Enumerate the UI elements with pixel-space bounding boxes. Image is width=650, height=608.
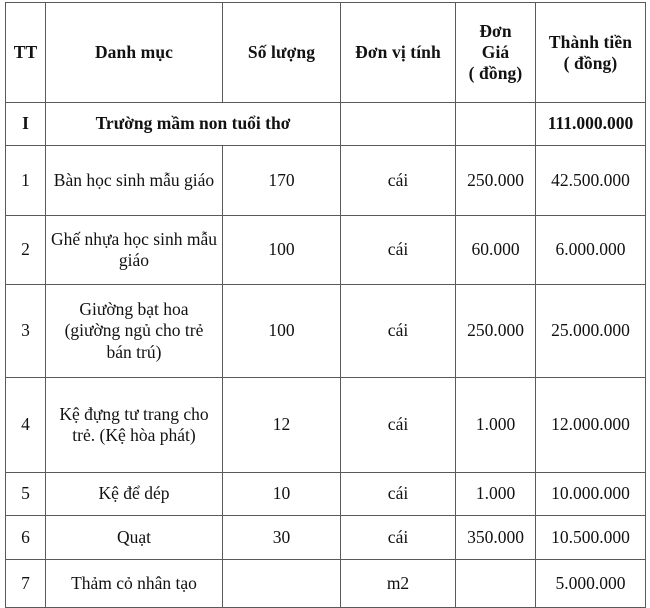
table-row — [6, 560, 646, 608]
row-tt: 3 — [6, 285, 46, 378]
row-unit: cái — [341, 473, 456, 516]
table-row — [6, 216, 646, 285]
section-row-unit-price — [456, 103, 536, 146]
row-unit-price: 1.000 — [456, 378, 536, 473]
row-quantity: 30 — [223, 516, 341, 560]
row-tt: 5 — [6, 473, 46, 516]
column-header-tt: TT — [6, 3, 46, 103]
row-total: 10.500.000 — [536, 516, 646, 560]
row-unit-price: 350.000 — [456, 516, 536, 560]
row-unit: cái — [341, 285, 456, 378]
row-name: Kệ đựng tư trang cho trẻ. (Kệ hòa phát) — [46, 378, 223, 473]
column-header-total-line2: ( đồng) — [563, 52, 618, 73]
row-quantity: 100 — [223, 285, 341, 378]
row-unit: cái — [341, 516, 456, 560]
row-unit-price: 250.000 — [456, 285, 536, 378]
column-header-unit-price-line2: Giá — [481, 42, 510, 62]
row-unit: cái — [341, 216, 456, 285]
row-name: Kệ để dép — [46, 473, 223, 516]
row-name: Ghế nhựa học sinh mẫu giáo — [46, 216, 223, 285]
table-section-row — [6, 103, 646, 146]
table-row — [6, 473, 646, 516]
row-tt: 1 — [6, 146, 46, 216]
row-tt: 4 — [6, 378, 46, 473]
row-total: 10.000.000 — [536, 473, 646, 516]
row-total: 42.500.000 — [536, 146, 646, 216]
column-header-unit-price-line1: Đơn — [479, 21, 512, 41]
column-header-total — [536, 3, 646, 103]
table-header-row — [6, 3, 646, 103]
section-row-total: 111.000.000 — [536, 103, 646, 146]
row-unit-price: 250.000 — [456, 146, 536, 216]
row-quantity: 100 — [223, 216, 341, 285]
row-unit: cái — [341, 378, 456, 473]
row-name: Bàn học sinh mẫu giáo — [46, 146, 223, 216]
row-tt: 6 — [6, 516, 46, 560]
section-row-name: Trường mầm non tuổi thơ — [46, 103, 341, 146]
row-tt: 7 — [6, 560, 46, 608]
section-row-unit — [341, 103, 456, 146]
table-row — [6, 146, 646, 216]
row-quantity: 170 — [223, 146, 341, 216]
table-row — [6, 378, 646, 473]
row-total: 25.000.000 — [536, 285, 646, 378]
cost-estimate-table — [5, 2, 646, 608]
row-name: Quạt — [46, 516, 223, 560]
column-header-name: Danh mục — [46, 3, 223, 103]
row-unit-price — [456, 560, 536, 608]
row-unit: m2 — [341, 560, 456, 608]
row-total: 12.000.000 — [536, 378, 646, 473]
column-header-total-line1: Thành tiền — [548, 31, 633, 52]
column-header-unit-price-line3: ( đồng) — [468, 63, 523, 83]
row-total: 5.000.000 — [536, 560, 646, 608]
column-header-unit: Đơn vị tính — [341, 3, 456, 103]
row-quantity — [223, 560, 341, 608]
table-row — [6, 516, 646, 560]
row-name: Giường bạt hoa (giường ngủ cho trẻ bán trú) — [46, 285, 223, 378]
row-total: 6.000.000 — [536, 216, 646, 285]
row-name: Thảm cỏ nhân tạo — [46, 560, 223, 608]
row-unit-price: 60.000 — [456, 216, 536, 285]
column-header-quantity: Số lượng — [223, 3, 341, 103]
column-header-unit-price — [456, 3, 536, 103]
section-row-tt: I — [6, 103, 46, 146]
row-unit: cái — [341, 146, 456, 216]
row-quantity: 10 — [223, 473, 341, 516]
row-unit-price: 1.000 — [456, 473, 536, 516]
row-tt: 2 — [6, 216, 46, 285]
table-row — [6, 285, 646, 378]
row-quantity: 12 — [223, 378, 341, 473]
